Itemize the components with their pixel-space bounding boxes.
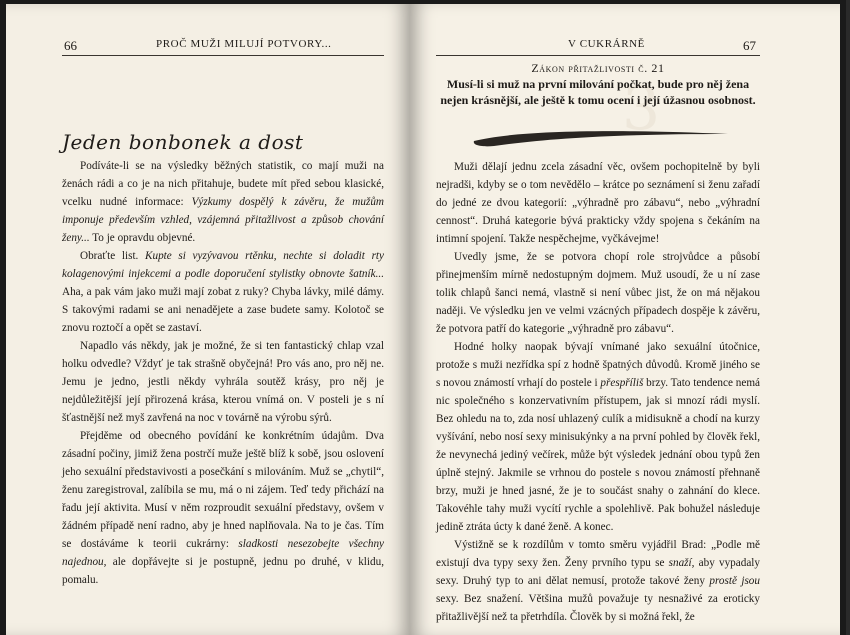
- italic-text: prostě jsou: [709, 575, 760, 587]
- italic-text: přespříliš: [600, 377, 644, 389]
- text-run: Přejděme od obecného povídání ke konkrétním údajům. Dva zásadní počiny, jimiž žena postrčí muže ještě blíž k sobě, jsou oslovení jeho sexuální představivosti a posečkání s milováním. Muž se „chytil“, ženu zaregistroval, zalíbila se mu, má o ni zájem. Teď tedy přichází na řadu její aktivita. Musí v něm rozproudit sexuální představy, ovšem v žádném případě není radno, aby je hned naplňovala. Na to je čas. Tím se dostáváme k teorii cukrárny:: [62, 430, 384, 550]
- text-run: To je opravdu objevné.: [89, 232, 196, 244]
- header-rule: [436, 55, 760, 56]
- text-run: Hodné holky naopak bývají vnímané jako sexuální útočnice, protože s muži nezřídka spí z hodně špatných důvodů. Kromě jiného se s novou známostí vrhají do postele i: [436, 341, 760, 389]
- text-run: sexy. Bez snažení. Většina mužů považuje ty nesnaživé za eroticky přitažlivější než ta přetrhdíla. Člověk by si možná řekl, že: [436, 593, 760, 623]
- paragraph: [62, 157, 384, 247]
- running-head: V CUKRÁRNĚ: [568, 38, 646, 50]
- left-page: [6, 4, 410, 635]
- text-run: brzy. Tato tendence nemá nic společného s konzervativním přístupem, jak si mnozí rádi myslí. Bez ohledu na to, zda nosí uhlazený culík a midisukně a chodí na kurzy vyšívání, nebo nosí sexy minisukýnky a na první pohled by člověk řekl, že nevynechá jediný večírek, může být výsledek jednání obou typů žen úplně stejný. Jakmile se vrhnou do postele s novou známostí přehnaně brzy, muži je hned jasné, že je to součást snahy o zahnání do klece. Takovéhle tahy muži vycítí rychle a spolehlivě. Pak bohužel následuje jedině ztráta úcty k dané ženě. A konec.: [436, 377, 760, 533]
- text-run: Aha, a pak vám jako muži mají zobat z ruky? Chyba lávky, milé dámy. S takovými radami se ani nenadějete a zase budete samy. Kolotoč se znovu roztočí a opět se zastaví.: [62, 286, 384, 334]
- body-text: [436, 158, 760, 626]
- text-run: Podíváte-li se na výsledky běžných statistik, co mají muži na ženách rádi a co je na nich přitahuje, budete mít před sebou klasické, vcelku nudné informace:: [62, 160, 384, 208]
- header-rule: [62, 55, 384, 56]
- italic-text: sladkosti nesezobejte všechny najednou,: [62, 538, 385, 568]
- text-run: ale dopřávejte si je postupně, jednu po druhé, v klidu, pomalu.: [62, 556, 384, 586]
- paragraph: [436, 158, 760, 248]
- chapter-title: Jeden bonbonek a dost: [62, 130, 304, 154]
- paragraph: [436, 248, 760, 338]
- text-run: aby vypadaly sexy. Druhý typ to ani dělat nemusí, protože takové ženy: [436, 557, 760, 587]
- paragraph: [62, 427, 384, 589]
- law-text: Musí-li si muž na první milování počkat, bude pro něj žena nejen krásnější, ale ještě k tomu ocení i její úžasnou osobnost.: [440, 77, 756, 107]
- italic-text: snaží,: [668, 557, 695, 569]
- page-number: 66: [64, 38, 77, 53]
- body-text: [62, 157, 384, 589]
- italic-text: Výzkumy dospělý k závěru, že mužům imponuje především vzhled, vzájemná přitažlivost a způsob chování ženy...: [62, 196, 384, 244]
- law-heading: Zákon přitažlivosti č. 21: [531, 61, 665, 75]
- text-run: Uvedly jsme, že se potvora chopí role strojvůdce a působí přinejmenším mírně nedostupným dojmem. Muž usoudí, že u ní zase tolik chlapů šanci nemá, vlastně si není vůbec jist, že on má nějakou naději. Ve výsledku jen ve velmi vzácných případech dospěje k závěru, že potvora patří do kategorie „výhradně pro zábavu“.: [436, 251, 760, 335]
- paragraph: [62, 247, 384, 337]
- text-run: Napadlo vás někdy, jak je možné, že si ten fantastický chlap vzal holku odvedle? Vždyť je tak strašně obyčejná! Pro vás ano, pro něj ne. Jemu je jedno, jestli někdy vyhrála soutěž krásy, pro něj je nejdůležitější její přirozená krása, kterou vnímá on. V posteli je s ní šťastnější než myš zavřená na noc v továrně na výrobu sýrů.: [62, 340, 384, 424]
- right-page: [410, 4, 840, 635]
- paragraph: [436, 536, 760, 626]
- show-through-decoration: 3: [622, 74, 661, 144]
- paragraph: [436, 338, 760, 536]
- text-run: Výstižně se k rozdílům v tomto směru vyjádřil Brad: „Podle mě existují dva typy sexy žen. Ženy prvního typu se: [436, 539, 760, 569]
- italic-text: Kupte si vyzývavou rtěnku, nechte si doladit rty kolagenovými injekcemi a podle doporučení stylistky obnovte šatník...: [62, 250, 384, 280]
- brush-stroke-ornament: [470, 124, 730, 148]
- text-run: Obraťte list.: [80, 250, 146, 262]
- text-run: Muži dělají jednu zcela zásadní věc, ovšem pochopitelně by byli nejradši, kdyby se o tom nevědělo – krátce po seznámení si ženu zařadí do jedné ze dvou kategorií: „výhradně pro zábavu“, nebo „výhradní cennost“. Druhá kategorie bývá prakticky vždy spojena s čekáním na intimní spojení. Takže nespěchejme, vyčkávejme!: [436, 161, 760, 245]
- paragraph: [62, 337, 384, 427]
- page-edge: [846, 0, 850, 635]
- running-head: PROČ MUŽI MILUJÍ POTVORY...: [156, 38, 332, 50]
- page-number: 67: [743, 38, 756, 53]
- law-box: [436, 60, 760, 108]
